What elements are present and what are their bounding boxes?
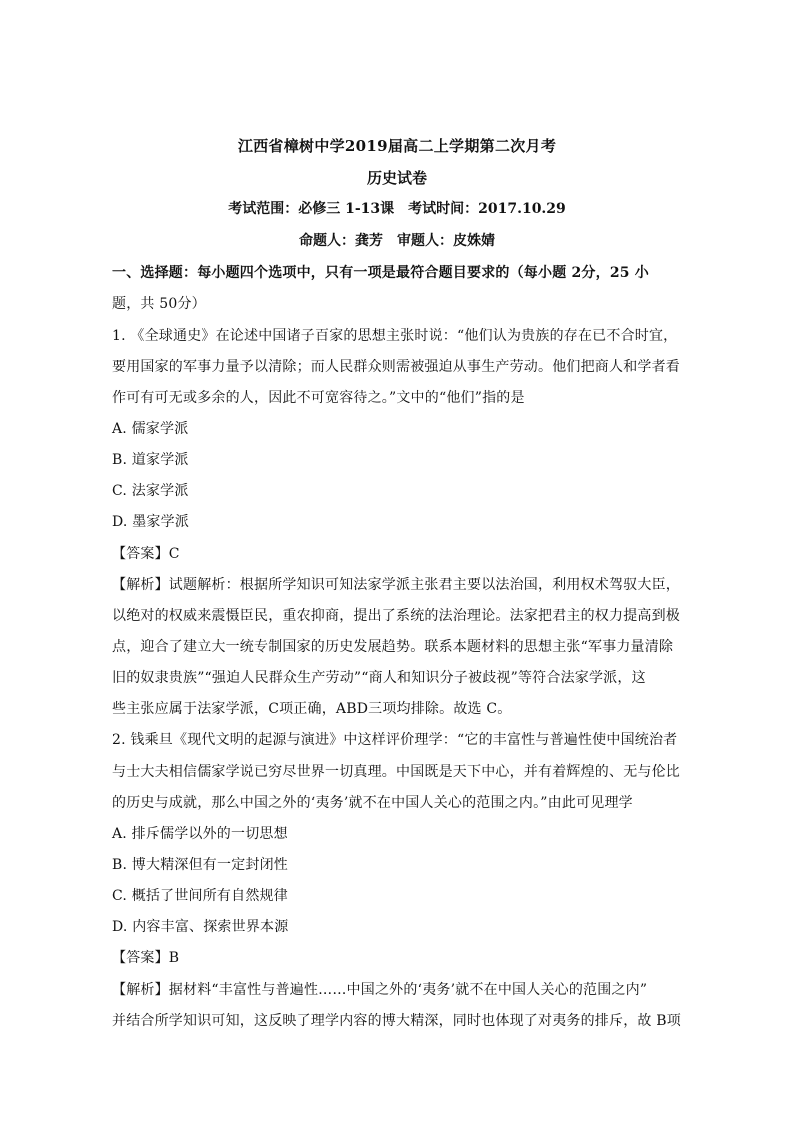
q2-option-b: B. 博大精深但有一定封闭性 [112, 857, 288, 873]
q1-option-d: D. 墨家学派 [112, 514, 190, 530]
authors-line: 命题人：龚芳 审题人：皮姝婧 [299, 233, 495, 249]
exam-scope-time: 考试范围：必修三 1-13课 考试时间：2017.10.29 [228, 201, 566, 217]
q2-analysis-line: 并结合所学知识可知，这反映了理学内容的博大精深，同时也体现了对夷务的排斥，故 B项 [112, 1013, 681, 1029]
q1-answer: 【答案】C [112, 546, 180, 562]
q1-option-c: C. 法家学派 [112, 483, 189, 499]
q2-stem-line: 的历史与成就，那么中国之外的‘夷务’就不在中国人关心的范围之内。”由此可见理学 [112, 795, 633, 811]
q2-option-c: C. 概括了世间所有自然规律 [112, 888, 288, 904]
q1-stem-line: 作可有可无或多余的人，因此不可宽容待之。”文中的“他们”指的是 [112, 390, 525, 406]
q1-option-b: B. 道家学派 [112, 452, 189, 468]
section-heading: 一、选择题：每小题四个选项中，只有一项是最符合题目要求的（每小题 2分，25 小 [112, 265, 649, 281]
q1-analysis-line: 点，迎合了建立大一统专制国家的历史发展趋势。联系本题材料的思想主张“军事力量清除 [112, 639, 674, 655]
q1-analysis-line: 些主张应属于法家学派，C项正确，ABD三项均排除。故选 C。 [112, 701, 512, 717]
q2-stem-line: 2. 钱乘旦《现代文明的起源与演进》中这样评价理学：“它的丰富性与普遍性使中国统治者 [112, 732, 678, 748]
q2-option-d: D. 内容丰富、探索世界本源 [112, 919, 289, 935]
q1-analysis-line: 以绝对的权威来震慑臣民，重农抑商，提出了系统的法治理论。法家把君主的权力提高到极 [112, 608, 680, 624]
q1-stem-line: 要用国家的军事力量予以清除；而人民群众则需被强迫从事生产劳动。他们把商人和学者看 [112, 359, 680, 375]
q2-stem-line: 与士大夫相信儒家学说已穷尽世界一切真理。中国既是天下中心，并有着辉煌的、无与伦比 [112, 764, 680, 780]
q2-option-a: A. 排斥儒学以外的一切思想 [112, 826, 288, 842]
q1-stem-line: 1. 《全球通史》在论述中国诸子百家的思想主张时说：“他们认为贵族的存在已不合时宜， [112, 328, 678, 344]
section-heading-cont: 题，共 50分） [112, 296, 206, 312]
q2-analysis-line: 【解析】据材料“丰富性与普遍性……中国之外的‘夷务’就不在中国人关心的范围之内” [112, 982, 648, 998]
q2-answer: 【答案】B [112, 950, 180, 966]
q1-analysis-line: 【解析】试题解析：根据所学知识可知法家学派主张君主要以法治国，利用权术驾驭大臣， [112, 577, 680, 593]
q1-analysis-line: 旧的奴隶贵族”“强迫人民群众生产劳动”“商人和知识分子被歧视”等符合法家学派，这 [112, 670, 646, 686]
school-exam-title: 江西省樟树中学2019届高二上学期第二次月考 [237, 137, 557, 155]
subject-title: 历史试卷 [366, 169, 427, 187]
q1-option-a: A. 儒家学派 [112, 421, 189, 437]
